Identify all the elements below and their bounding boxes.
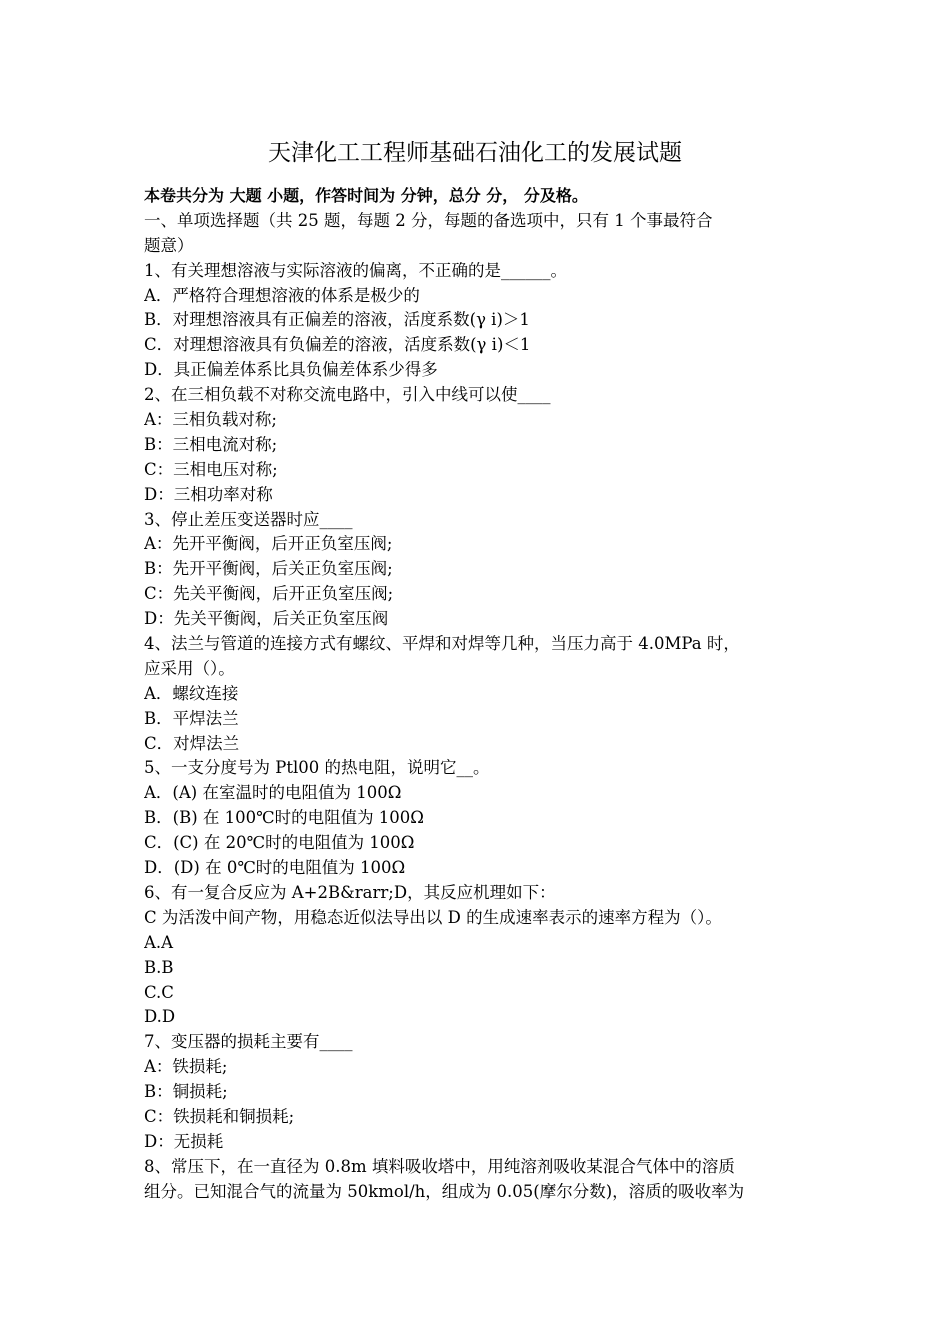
text-line: B．(B) 在 100℃时的电阻值为 100Ω	[144, 808, 424, 828]
text-line: 1、有关理想溶液与实际溶液的偏离，不正确的是______。	[144, 260, 567, 280]
text-line: 组分。已知混合气的流量为 50kmol/h，组成为 0.05(摩尔分数)，溶质的吸收率为	[144, 1181, 745, 1201]
text-line: 3、停止差压变送器时应____	[144, 509, 353, 529]
text-line: B：铜损耗;	[144, 1082, 228, 1102]
text-line: D.D	[144, 1007, 176, 1027]
text-line: 2、在三相负载不对称交流电路中，引入中线可以使____	[144, 385, 551, 405]
text-line: D：无损耗	[144, 1131, 224, 1151]
text-line: D：先关平衡阀，后关正负室压阀	[144, 609, 389, 629]
document-body	[144, 184, 814, 1205]
text-line: A.A	[144, 932, 174, 952]
text-line: B．对理想溶液具有正偏差的溶液，活度系数(γ i)＞1	[144, 310, 530, 330]
text-line: B．平焊法兰	[144, 708, 239, 728]
text-line: 4、法兰与管道的连接方式有螺纹、平焊和对焊等几种，当压力高于 4.0MPa 时，	[144, 634, 740, 654]
text-line: C：先关平衡阀，后开正负室压阀;	[144, 584, 394, 604]
text-line: B：先开平衡阀，后关正负室压阀;	[144, 559, 393, 579]
text-line: D．(D) 在 0℃时的电阻值为 100Ω	[144, 858, 406, 878]
text-line: 一、单项选择题（共 25 题，每题 2 分，每题的备选项中，只有 1 个事最符合	[144, 210, 713, 230]
text-line: A．(A) 在室温时的电阻值为 100Ω	[144, 783, 402, 803]
text-line: C：三相电压对称;	[144, 459, 278, 479]
text-line: D：三相功率对称	[144, 484, 273, 504]
text-line: 8、常压下，在一直径为 0.8m 填料吸收塔中，用纯溶剂吸收某混合气体中的溶质	[144, 1156, 735, 1176]
text-line: A：三相负载对称;	[144, 410, 277, 430]
text-line: 7、变压器的损耗主要有____	[144, 1032, 353, 1052]
text-line: 应采用（）。	[144, 658, 235, 678]
text-line: 5、一支分度号为 Ptl00 的热电阻，说明它__。	[144, 758, 490, 778]
text-line: 题意）	[144, 235, 194, 255]
text-line: C 为活泼中间产物，用稳态近似法导出以 D 的生成速率表示的速率方程为（）。	[144, 907, 722, 927]
text-line: A：先开平衡阀，后开正负室压阀;	[144, 534, 393, 554]
text-line: A：铁损耗;	[144, 1057, 228, 1077]
text-line: B.B	[144, 957, 174, 977]
text-line: C.C	[144, 982, 174, 1002]
text-line: C．对焊法兰	[144, 733, 240, 753]
text-line: B：三相电流对称;	[144, 434, 278, 454]
exam-instructions: 本卷共分为 大题 小题，作答时间为 分钟，总分 分， 分及格。	[144, 186, 588, 205]
text-line: 6、有一复合反应为 A+2B&rarr;D，其反应机理如下：	[144, 882, 556, 902]
text-line: A．螺纹连接	[144, 683, 239, 703]
page-title: 天津化工工程师基础石油化工的发展试题	[268, 140, 682, 166]
text-line: D．具正偏差体系比具负偏差体系少得多	[144, 360, 438, 380]
text-line: C．(C) 在 20℃时的电阻值为 100Ω	[144, 833, 415, 853]
text-line: C．对理想溶液具有负偏差的溶液，活度系数(γ i)＜1	[144, 335, 531, 355]
text-line: A．严格符合理想溶液的体系是极少的	[144, 285, 420, 305]
text-line: C：铁损耗和铜损耗;	[144, 1106, 295, 1126]
